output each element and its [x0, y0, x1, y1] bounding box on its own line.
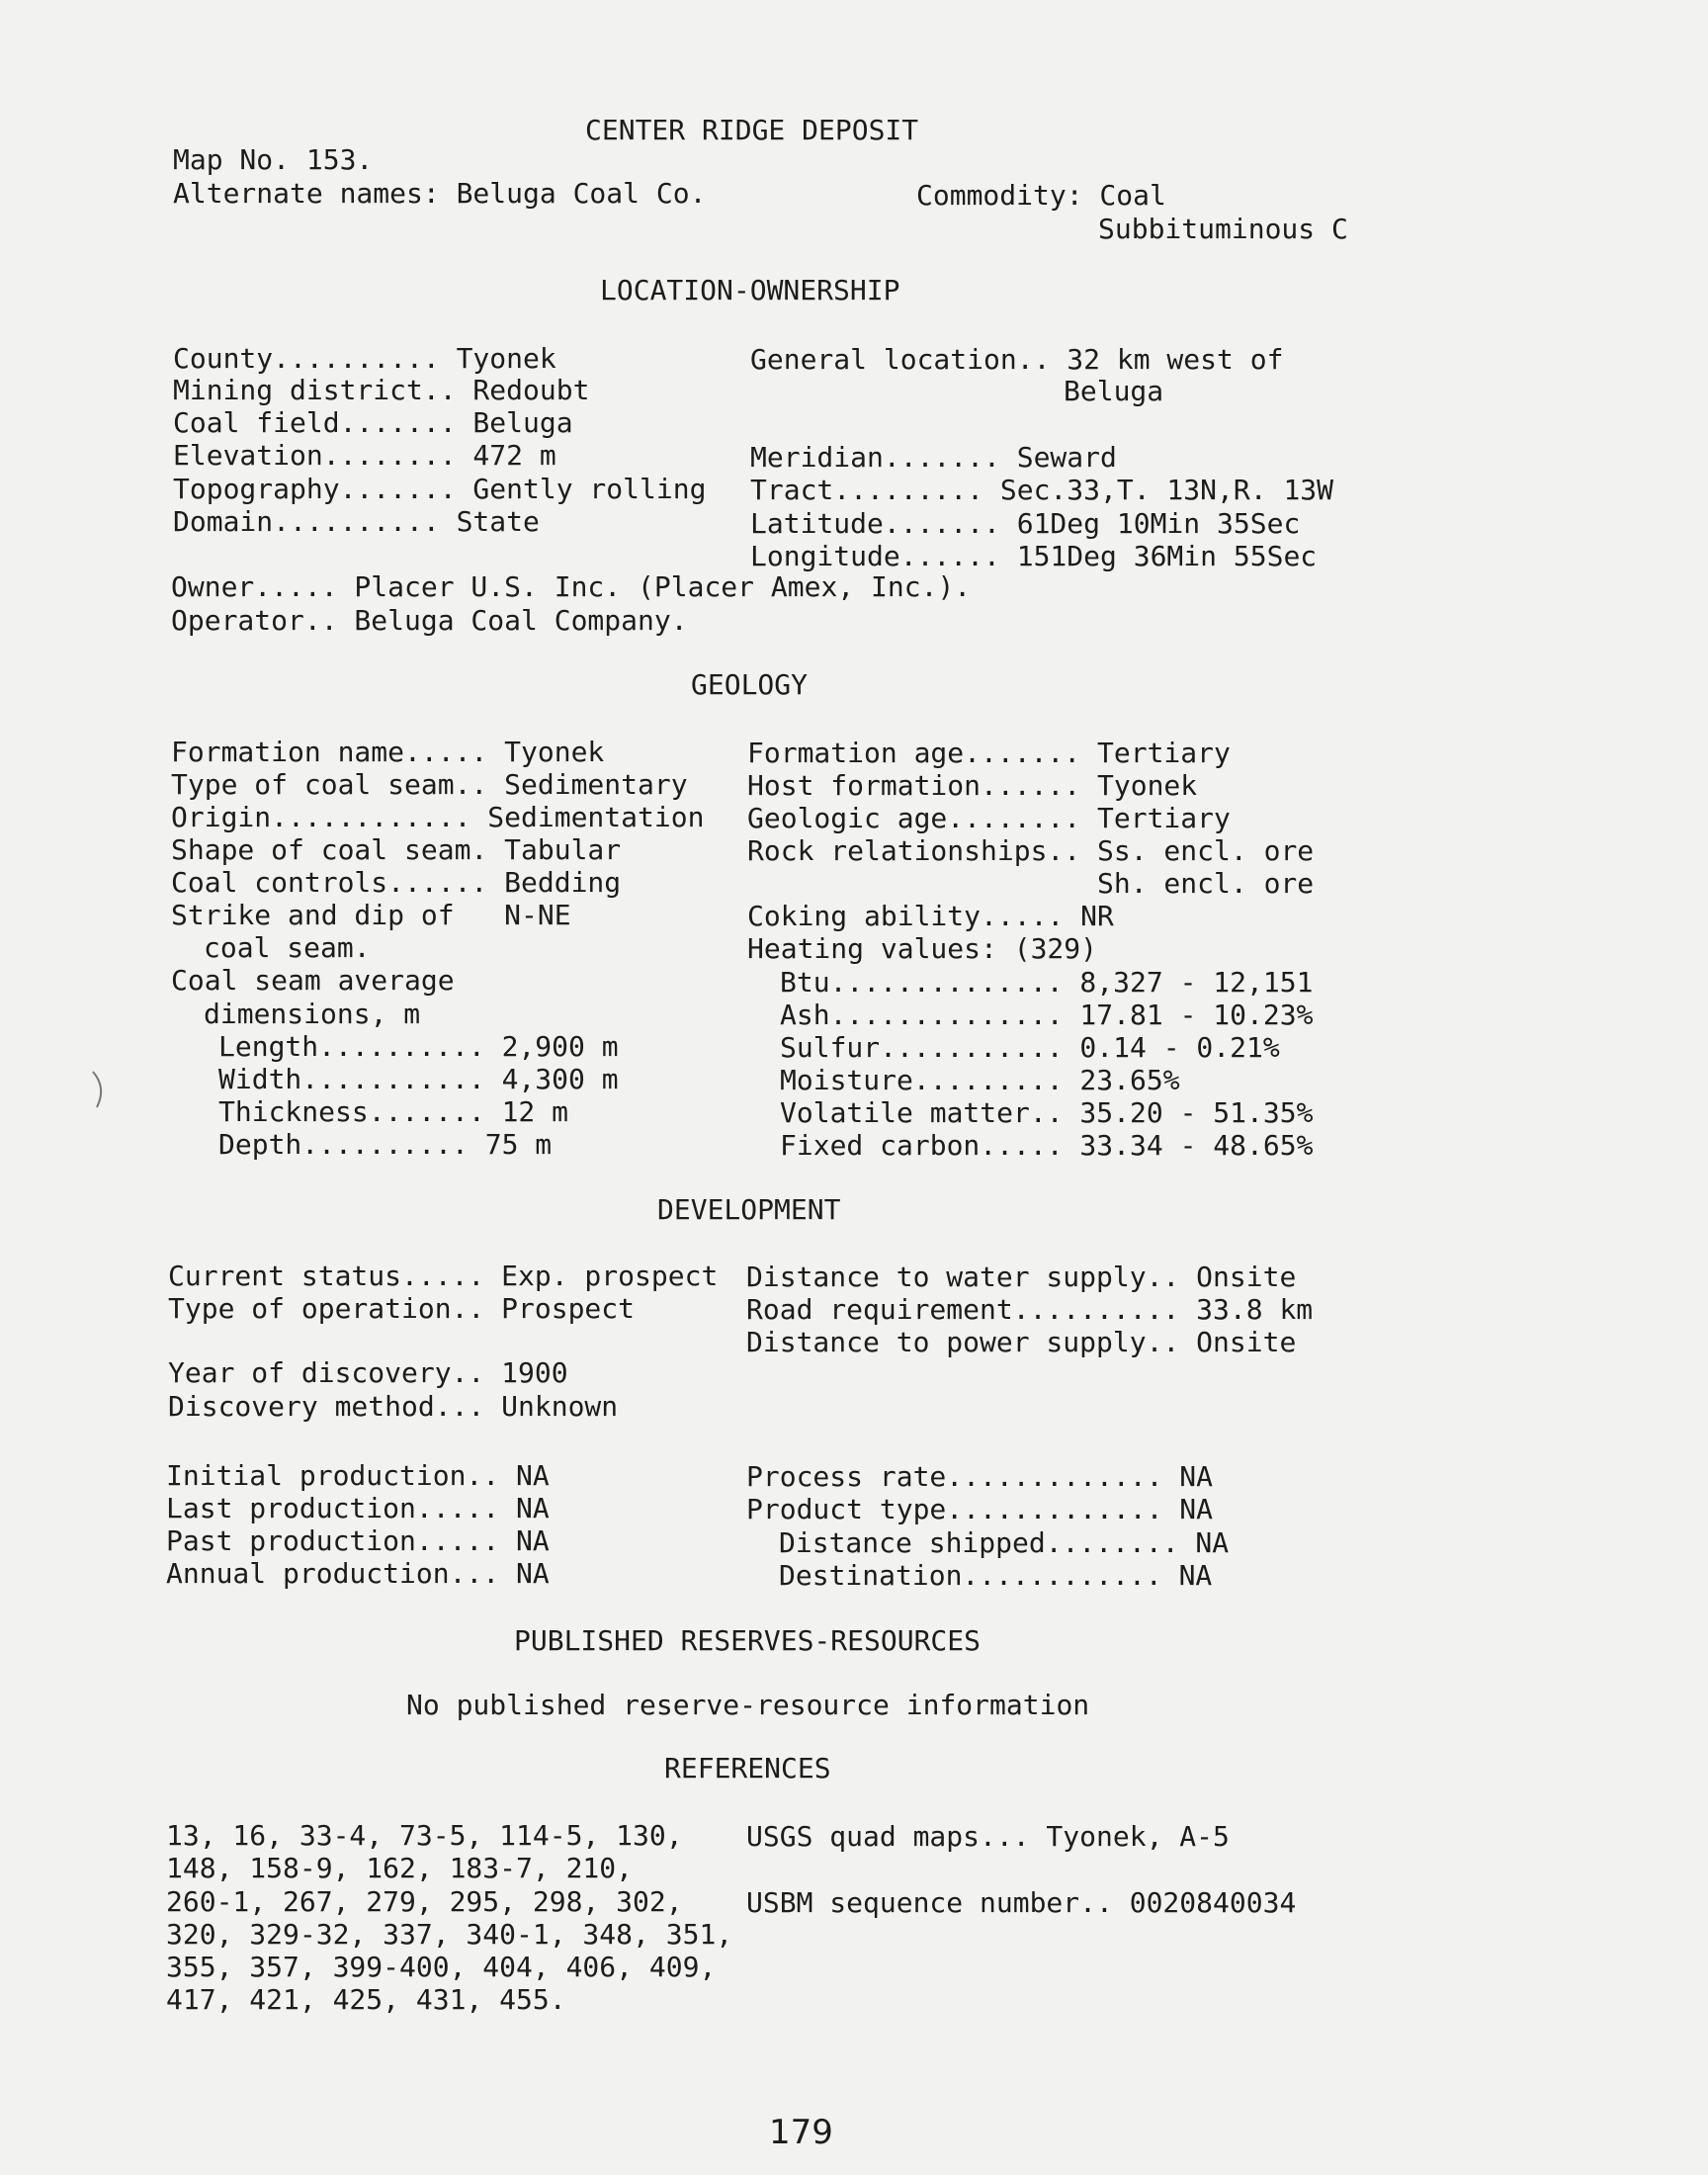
field-latitude: Latitude....... 61Deg 10Min 35Sec [750, 507, 1301, 540]
field-mining-district: Mining district.. Redoubt [173, 374, 590, 406]
field-btu: Btu.............. 8,327 - 12,151 [780, 966, 1314, 999]
field-general-location-cont: Beluga [1064, 375, 1164, 407]
field-rock-relationships-cont: Sh. encl. ore [1097, 867, 1315, 900]
reserves-text: No published reserve-resource information [406, 1689, 1090, 1721]
field-longitude: Longitude...... 151Deg 36Min 55Sec [750, 540, 1318, 572]
field-current-status: Current status..... Exp. prospect [168, 1260, 719, 1292]
field-host-formation: Host formation...... Tyonek [747, 769, 1198, 802]
field-length: Length.......... 2,900 m [218, 1030, 619, 1063]
margin-mark [89, 1068, 111, 1113]
field-process-rate: Process rate............. NA [746, 1460, 1214, 1493]
page-title: CENTER RIDGE DEPOSIT [585, 114, 919, 146]
field-road-requirement: Road requirement.......... 33.8 km [746, 1293, 1314, 1326]
section-heading-location: LOCATION-OWNERSHIP [600, 274, 900, 306]
field-average-dimensions: Coal seam average [171, 964, 455, 997]
field-strike-dip-cont: coal seam. [204, 931, 371, 964]
section-heading-development: DEVELOPMENT [657, 1193, 841, 1226]
field-past-production: Past production..... NA [166, 1524, 550, 1557]
field-seam-shape: Shape of coal seam. Tabular [171, 833, 622, 866]
field-discovery-method: Discovery method... Unknown [168, 1390, 619, 1423]
field-owner: Owner..... Placer U.S. Inc. (Placer Amex, Inc.). [171, 570, 972, 603]
field-coal-seam-type: Type of coal seam.. Sedimentary [171, 768, 688, 801]
field-product-type: Product type............. NA [746, 1493, 1214, 1525]
reference-line: 148, 158-9, 162, 183-7, 210, [166, 1852, 634, 1884]
field-rock-relationships: Rock relationships.. Ss. encl. ore [747, 834, 1315, 867]
page-number: 179 [769, 2113, 833, 2152]
field-elevation: Elevation........ 472 m [173, 439, 556, 472]
field-destination: Destination............ NA [779, 1559, 1213, 1592]
commodity: Commodity: Coal [916, 179, 1166, 212]
field-geologic-age: Geologic age........ Tertiary [747, 802, 1231, 834]
field-depth: Depth.......... 75 m [218, 1128, 553, 1161]
field-initial-production: Initial production.. NA [166, 1459, 550, 1492]
field-coking-ability: Coking ability..... NR [747, 900, 1114, 932]
section-heading-references: REFERENCES [664, 1752, 831, 1784]
reference-line: 260-1, 267, 279, 295, 298, 302, [166, 1885, 683, 1918]
reference-line: 13, 16, 33-4, 73-5, 114-5, 130, [166, 1819, 683, 1852]
field-usbm-sequence-number: USBM sequence number.. 0020840034 [746, 1886, 1297, 1919]
reference-line: 320, 329-32, 337, 340-1, 348, 351, [166, 1918, 733, 1951]
alternate-names: Alternate names: Beluga Coal Co. [173, 177, 707, 210]
field-usgs-quad-maps: USGS quad maps... Tyonek, A-5 [746, 1820, 1230, 1853]
field-topography: Topography....... Gently rolling [173, 473, 707, 505]
field-tract: Tract......... Sec.33,T. 13N,R. 13W [750, 474, 1334, 506]
reference-line: 417, 421, 425, 431, 455. [166, 1983, 566, 2016]
field-distance-shipped: Distance shipped........ NA [779, 1526, 1230, 1559]
field-operation-type: Type of operation.. Prospect [168, 1292, 636, 1325]
field-thickness: Thickness....... 12 m [218, 1095, 569, 1128]
field-power-supply-distance: Distance to power supply.. Onsite [746, 1326, 1297, 1358]
field-origin: Origin............ Sedimentation [171, 801, 705, 833]
field-county: County.......... Tyonek [173, 342, 556, 375]
field-general-location: General location.. 32 km west of [750, 343, 1284, 376]
field-water-supply-distance: Distance to water supply.. Onsite [746, 1261, 1297, 1293]
field-heating-values: Heating values: (329) [747, 932, 1098, 965]
reference-line: 355, 357, 399-400, 404, 406, 409, [166, 1951, 717, 1983]
field-formation-name: Formation name..... Tyonek [171, 736, 605, 768]
field-average-dimensions-cont: dimensions, m [204, 998, 421, 1030]
field-coal-field: Coal field....... Beluga [173, 406, 573, 439]
field-moisture: Moisture......... 23.65% [780, 1064, 1180, 1096]
field-strike-dip: Strike and dip of N-NE [171, 899, 571, 931]
field-meridian: Meridian....... Seward [750, 441, 1117, 474]
field-annual-production: Annual production... NA [166, 1557, 550, 1590]
field-formation-age: Formation age....... Tertiary [747, 737, 1231, 769]
field-sulfur: Sulfur........... 0.14 - 0.21% [780, 1031, 1280, 1064]
field-fixed-carbon: Fixed carbon..... 33.34 - 48.65% [780, 1129, 1314, 1162]
field-domain: Domain.......... State [173, 505, 540, 538]
field-width: Width........... 4,300 m [218, 1063, 619, 1095]
field-coal-controls: Coal controls...... Bedding [171, 866, 622, 899]
map-number: Map No. 153. [173, 143, 374, 176]
field-operator: Operator.. Beluga Coal Company. [171, 604, 688, 637]
field-ash: Ash.............. 17.81 - 10.23% [780, 999, 1314, 1031]
field-discovery-year: Year of discovery.. 1900 [168, 1356, 568, 1389]
section-heading-reserves: PUBLISHED RESERVES-RESOURCES [514, 1624, 982, 1657]
field-last-production: Last production..... NA [166, 1492, 550, 1524]
field-volatile-matter: Volatile matter.. 35.20 - 51.35% [780, 1096, 1314, 1129]
commodity-type: Subbituminous C [1098, 213, 1348, 245]
section-heading-geology: GEOLOGY [691, 668, 809, 701]
